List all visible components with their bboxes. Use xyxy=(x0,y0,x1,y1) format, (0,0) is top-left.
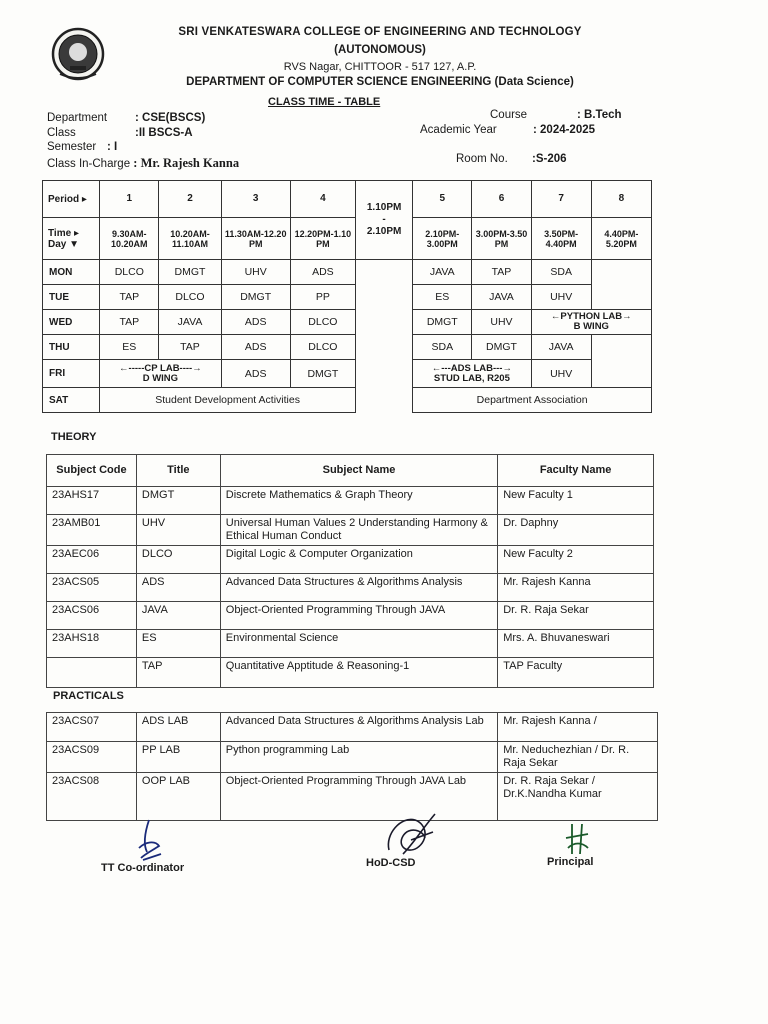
slot: JAVA xyxy=(531,335,591,360)
slot: TAP xyxy=(159,335,221,360)
class-label: Class xyxy=(47,127,76,139)
slot: ES xyxy=(413,285,472,310)
period-4: 4 xyxy=(290,181,355,218)
subject-title: JAVA xyxy=(136,602,220,630)
slot: ADS xyxy=(221,335,290,360)
hod-label: HoD-CSD xyxy=(366,857,416,869)
period-row xyxy=(43,181,652,218)
slot: UHV xyxy=(531,360,591,388)
theory-heading: THEORY xyxy=(51,431,97,443)
period-8: 8 xyxy=(591,181,651,218)
slot: DLCO xyxy=(290,310,355,335)
department-value: : CSE(BSCS) xyxy=(135,112,206,124)
semester-label: Semester xyxy=(47,141,97,153)
practicals-heading: PRACTICALS xyxy=(53,690,124,702)
principal-label: Principal xyxy=(547,856,594,868)
lab-venue: STUD LAB, R205 xyxy=(433,372,510,384)
time-1: 9.30AM-10.20AM xyxy=(100,218,159,260)
day-name: WED xyxy=(43,310,100,335)
faculty-name: Dr. R. Raja Sekar xyxy=(498,602,654,630)
timetable-row-mon xyxy=(43,260,652,285)
subject-code: 23AMB01 xyxy=(47,515,137,546)
incharge-value: : Mr. Rajesh Kanna xyxy=(133,156,240,170)
subject-title: ES xyxy=(136,630,220,658)
slot: ADS xyxy=(290,260,355,285)
slot: TAP xyxy=(100,310,159,335)
incharge-label: Class In-Charge xyxy=(47,158,131,170)
period-7: 7 xyxy=(531,181,591,218)
table-row xyxy=(47,773,658,821)
subject-name: Environmental Science xyxy=(220,630,497,658)
table-row xyxy=(47,713,658,742)
header-faculty: Faculty Name xyxy=(498,455,654,487)
time-2: 10.20AM-11.10AM xyxy=(159,218,221,260)
time-day-label xyxy=(43,218,100,260)
time-8: 4.40PM-5.20PM xyxy=(591,218,651,260)
table-row xyxy=(47,658,654,688)
lunch-end: 2.10PM xyxy=(366,226,402,237)
table-row xyxy=(47,602,654,630)
lab-venue: B WING xyxy=(573,321,609,332)
slot: SDA xyxy=(413,335,472,360)
lab-name: ←PYTHON LAB→ xyxy=(550,311,632,322)
room-label: Room No. xyxy=(456,153,508,165)
subject-code: 23AEC06 xyxy=(47,546,137,574)
cp-lab-slot xyxy=(100,360,221,388)
time-6: 3.00PM-3.50 PM xyxy=(472,218,531,260)
subject-title: DMGT xyxy=(136,487,220,515)
header-code: Subject Code xyxy=(47,455,137,487)
slot: UHV xyxy=(221,260,290,285)
college-address: RVS Nagar, CHITTOOR - 517 127, A.P. xyxy=(283,61,477,73)
lunch-break xyxy=(356,181,413,260)
subject-title: ADS LAB xyxy=(136,713,220,742)
department-label: Department xyxy=(47,112,108,124)
practicals-table xyxy=(46,712,658,821)
hod-signature-icon xyxy=(383,810,441,860)
period-3: 3 xyxy=(221,181,290,218)
time-4: 12.20PM-1.10 PM xyxy=(290,218,355,260)
timetable-row-fri xyxy=(43,360,652,388)
slot: DLCO xyxy=(100,260,159,285)
lab-venue: D WING xyxy=(142,372,179,384)
slot: UHV xyxy=(531,285,591,310)
course-info xyxy=(490,109,622,121)
subject-name: Advanced Data Structures & Algorithms Analysis Lab xyxy=(220,713,497,742)
saturday-afternoon: Department Association xyxy=(413,388,652,413)
subject-code: 23AHS17 xyxy=(47,487,137,515)
faculty-name: New Faculty 2 xyxy=(498,546,654,574)
time-5: 2.10PM-3.00PM xyxy=(413,218,472,260)
subject-title: UHV xyxy=(136,515,220,546)
slot: JAVA xyxy=(413,260,472,285)
principal-signature-icon xyxy=(562,820,592,858)
document-title: CLASS TIME - TABLE xyxy=(268,96,381,108)
class-value: :II BSCS-A xyxy=(135,127,193,139)
table-row xyxy=(47,487,654,515)
subject-code: 23ACS05 xyxy=(47,574,137,602)
timetable-row-wed xyxy=(43,310,652,335)
semester-value: : I xyxy=(107,141,118,153)
subject-title: DLCO xyxy=(136,546,220,574)
timetable-grid xyxy=(42,180,652,413)
slot: DLCO xyxy=(290,335,355,360)
table-row xyxy=(47,515,654,546)
slot: TAP xyxy=(472,260,531,285)
slot: ADS xyxy=(221,310,290,335)
slot: UHV xyxy=(472,310,531,335)
timetable-row-thu xyxy=(43,335,652,360)
faculty-name: Mr. Rajesh Kanna / xyxy=(498,713,658,742)
timetable-row-tue xyxy=(43,285,652,310)
time-row xyxy=(43,218,652,260)
lunch-column xyxy=(356,260,413,413)
subject-code: 23ACS07 xyxy=(47,713,137,742)
lab-name: ←-----CP LAB----→ xyxy=(119,362,202,374)
slot: ADS xyxy=(221,360,290,388)
saturday-morning: Student Development Activities xyxy=(100,388,356,413)
year-info xyxy=(420,124,595,136)
slot: DMGT xyxy=(221,285,290,310)
subject-code: 23AHS18 xyxy=(47,630,137,658)
faculty-name: Dr. Daphny xyxy=(498,515,654,546)
day-label: Day ▼ xyxy=(48,238,80,250)
slot: DMGT xyxy=(413,310,472,335)
college-name: SRI VENKATESWARA COLLEGE OF ENGINEERING AND TECHNOLOGY xyxy=(178,26,582,38)
table-row xyxy=(47,742,658,773)
time-label: Time ▸ xyxy=(48,227,79,239)
year-value: : 2024-2025 xyxy=(533,124,596,136)
room-value: :S-206 xyxy=(532,153,567,165)
faculty-name: TAP Faculty xyxy=(498,658,654,688)
python-lab-slot xyxy=(531,310,651,335)
header-title: Title xyxy=(136,455,220,487)
subject-title: TAP xyxy=(136,658,220,688)
subject-name: Object-Oriented Programming Through JAVA xyxy=(220,602,497,630)
subject-code xyxy=(47,658,137,688)
table-row xyxy=(47,630,654,658)
year-label: Academic Year xyxy=(420,124,497,136)
subject-name: Object-Oriented Programming Through JAVA Lab xyxy=(220,773,497,821)
slot: DMGT xyxy=(472,335,531,360)
slot: DMGT xyxy=(159,260,221,285)
subject-name: Quantitative Apptitude & Reasoning-1 xyxy=(220,658,497,688)
department-info xyxy=(47,112,205,124)
lab-name: ←---ADS LAB---→ xyxy=(431,362,512,374)
course-value: : B.Tech xyxy=(577,109,622,121)
slot: JAVA xyxy=(159,310,221,335)
day-name: FRI xyxy=(43,360,100,388)
time-7: 3.50PM-4.40PM xyxy=(531,218,591,260)
slot: TAP xyxy=(100,285,159,310)
table-row xyxy=(47,574,654,602)
college-status: (AUTONOMOUS) xyxy=(334,44,426,56)
faculty-name: Mr. Neduchezhian / Dr. R. Raja Sekar xyxy=(498,742,658,773)
subject-name: Python programming Lab xyxy=(220,742,497,773)
slot: PP xyxy=(290,285,355,310)
day-name: SAT xyxy=(43,388,100,413)
subject-title: PP LAB xyxy=(136,742,220,773)
slot: SDA xyxy=(531,260,591,285)
slot-empty xyxy=(591,260,651,310)
time-3: 11.30AM-12.20 PM xyxy=(221,218,290,260)
slot: ES xyxy=(100,335,159,360)
subject-name: Discrete Mathematics & Graph Theory xyxy=(220,487,497,515)
faculty-name: New Faculty 1 xyxy=(498,487,654,515)
incharge-info xyxy=(47,156,239,171)
subject-title: ADS xyxy=(136,574,220,602)
coordinator-label: TT Co-ordinator xyxy=(101,862,185,874)
period-6: 6 xyxy=(472,181,531,218)
coordinator-signature-icon xyxy=(135,818,165,864)
ads-lab-slot xyxy=(413,360,531,388)
faculty-name: Mrs. A. Bhuvaneswari xyxy=(498,630,654,658)
day-name: MON xyxy=(43,260,100,285)
subject-name: Advanced Data Structures & Algorithms Analysis xyxy=(220,574,497,602)
subject-code: 23ACS08 xyxy=(47,773,137,821)
table-row xyxy=(47,546,654,574)
timetable-row-sat xyxy=(43,388,652,413)
period-label: Period ▸ xyxy=(43,181,100,218)
theory-header-row xyxy=(47,455,654,487)
slot-empty xyxy=(591,335,651,388)
day-name: TUE xyxy=(43,285,100,310)
subject-name: Digital Logic & Computer Organization xyxy=(220,546,497,574)
slot: JAVA xyxy=(472,285,531,310)
day-name: THU xyxy=(43,335,100,360)
slot: DLCO xyxy=(159,285,221,310)
slot: DMGT xyxy=(290,360,355,388)
department-heading: DEPARTMENT OF COMPUTER SCIENCE ENGINEERING (Data Science) xyxy=(186,76,574,88)
period-2: 2 xyxy=(159,181,221,218)
subject-code: 23ACS06 xyxy=(47,602,137,630)
header-name: Subject Name xyxy=(220,455,497,487)
room-info xyxy=(456,153,567,165)
semester-info xyxy=(47,141,117,153)
faculty-name: Dr. R. Raja Sekar / Dr.K.Nandha Kumar xyxy=(498,773,658,821)
lunch-dash: - xyxy=(382,214,386,225)
subject-name: Universal Human Values 2 Understanding Harmony & Ethical Human Conduct xyxy=(220,515,497,546)
period-5: 5 xyxy=(413,181,472,218)
subject-code: 23ACS09 xyxy=(47,742,137,773)
lunch-start: 1.10PM xyxy=(366,202,402,213)
theory-table xyxy=(46,454,654,688)
class-info xyxy=(47,127,193,139)
faculty-name: Mr. Rajesh Kanna xyxy=(498,574,654,602)
period-1: 1 xyxy=(100,181,159,218)
course-label: Course xyxy=(490,109,528,121)
subject-title: OOP LAB xyxy=(136,773,220,821)
